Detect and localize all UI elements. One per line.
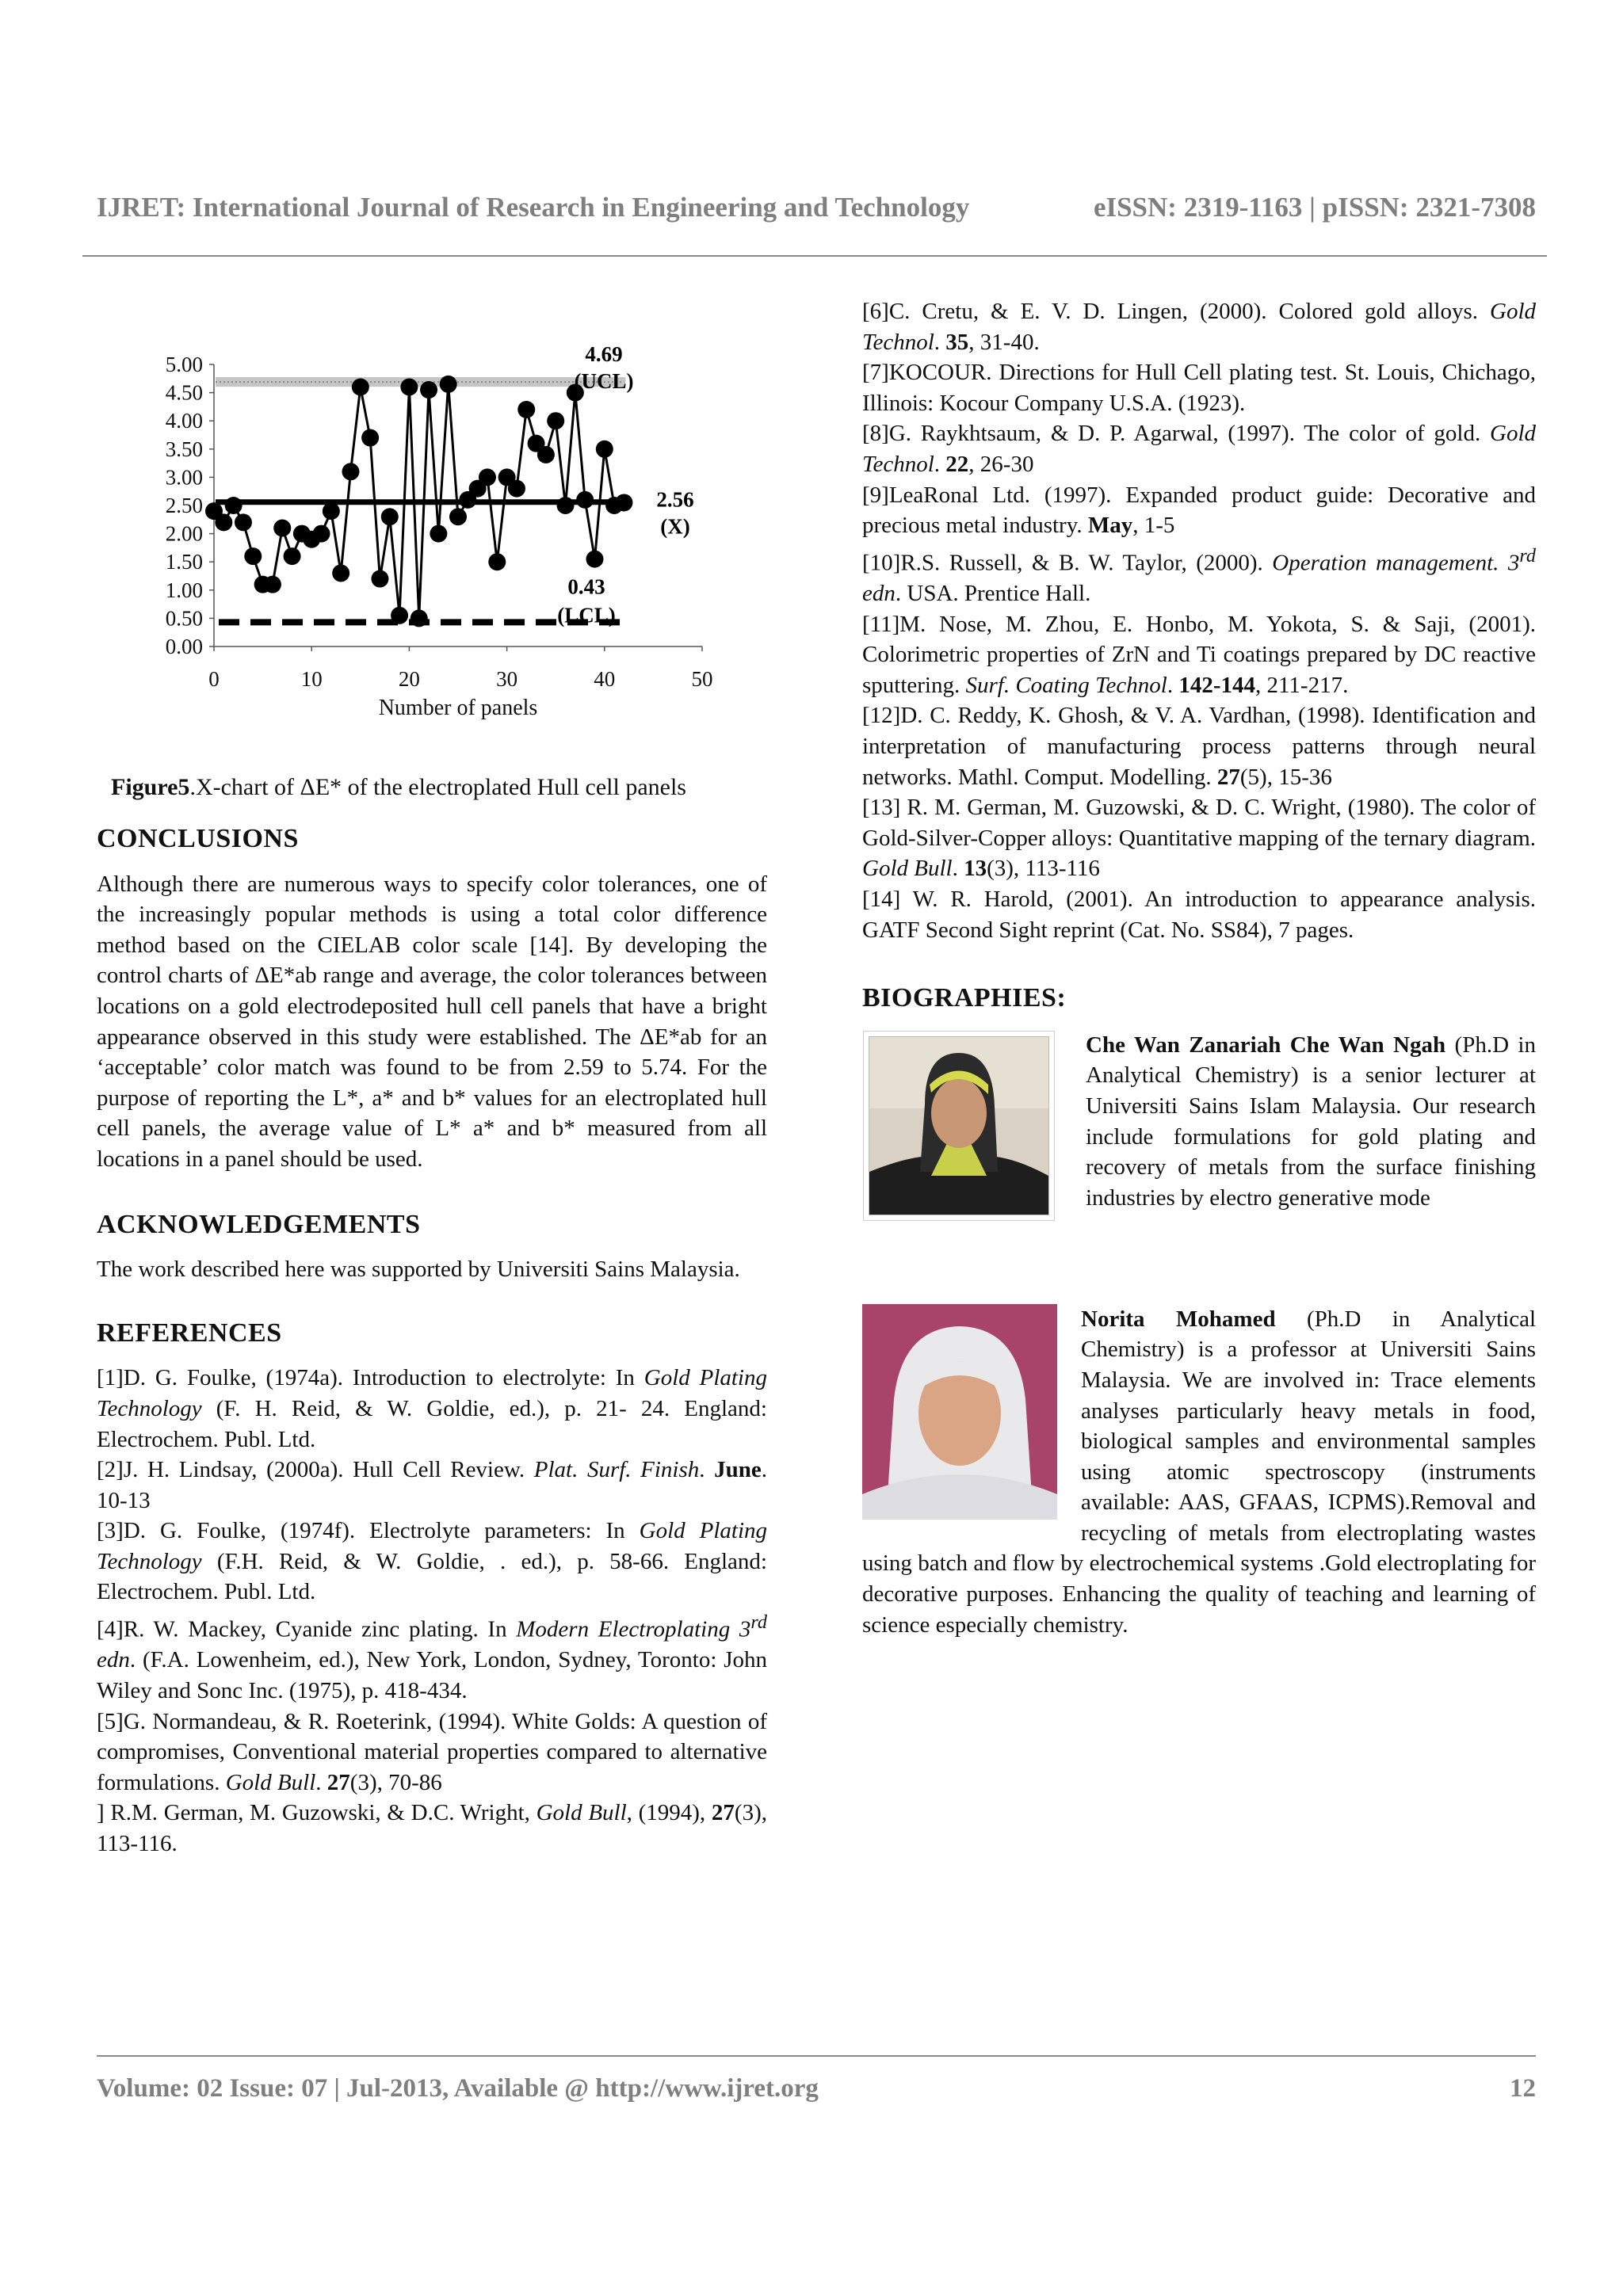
y-tick-label: 2.00 <box>165 521 203 546</box>
figure-label: Figure5 <box>111 774 190 800</box>
data-point <box>225 497 242 514</box>
figure-caption <box>111 774 761 801</box>
bio-1-description: (Ph.D in Analytical Chemistry) is a senior lecturer at Universiti Sains Islam Malaysia. Our research include formulations for gold plating and recovery of metals from the surface finishing industries by electro generative mode <box>1086 1032 1536 1211</box>
reference-5: [5]G. Normandeau, & R. Roeterink, (1994). White Golds: A question of compromises, Conventional material properties compared to alternative formulations. Gold Bull. 27(3), 70-86 <box>97 1708 767 1795</box>
reference-5b: ] R.M. German, M. Guzowski, & D.C. Wright, Gold Bull, (1994), 27(3), 113-116. <box>97 1800 767 1856</box>
x-tick-label: 10 <box>300 667 323 691</box>
data-point <box>517 401 535 418</box>
data-point <box>537 446 555 463</box>
bio-2-description: (Ph.D in Analytical Chemistry) is a professor at Universiti Sains Malaysia. We are involved in: Trace elements analyses particularly heavy metals in food, biological samples and environmental samples using atomic spectroscopy (instruments available: AAS, GFAAS, ICPMS).Removal and recycling of metals from electroplating wastes using batch and flow by electrochemical systems .Gold electroplating for decorative purposes. Enhancing the quality of teaching and learning of science especially chemistry. <box>862 1306 1536 1638</box>
x-axis-label: Number of panels <box>378 696 538 720</box>
reference-10: [10]R.S. Russell, & B. W. Taylor, (2000). Operation management. 3rd edn. USA. Prentice Hall. <box>862 544 1536 606</box>
acknowledgements-heading: ACKNOWLEDGEMENTS <box>97 1209 421 1239</box>
y-tick-label: 4.50 <box>165 380 203 405</box>
data-point <box>215 513 232 531</box>
reference-14: [14] W. R. Harold, (2001). An introduction to appearance analysis. GATF Second Sight reprint (Cat. No. SS84), 7 pages. <box>862 886 1536 943</box>
reference-9: [9]LeaRonal Ltd. (1997). Expanded product guide: Decorative and precious metal industry. May, 1-5 <box>862 482 1536 539</box>
y-tick-label: 3.00 <box>165 465 203 490</box>
left-column <box>97 824 767 1859</box>
y-tick-label: 2.50 <box>165 494 203 517</box>
conclusions-text: Although there are numerous ways to specify color tolerances, one of the increasingly popular methods is using a total color difference method based on the CIELAB color scale [14]. By developing the control charts of ΔE*ab range and average, the color tolerances between locations on a gold electrodeposited hull cell panels that have a bright appearance observed in this study were established. The ΔE*ab for an ‘acceptable’ color match was found to be from 2.59 to 5.74. For the purpose of reporting the L*, a* and b* values for an electroplated hull cell panels, the average value of L* a* and b* measured from all locations in a panel should be used. <box>97 871 767 1172</box>
data-point <box>411 609 428 627</box>
reference-1: [1]D. G. Foulke, (1974a). Introduction to electrolyte: In Gold Plating Technology (F. H. Reid, & W. Goldie, ed.), p. 21- 24. England: Electrochem. Publ. Ltd. <box>97 1365 767 1452</box>
data-point <box>264 576 281 593</box>
reference-3: [3]D. G. Foulke, (1974f). Electrolyte parameters: In Gold Plating Technology (F.H. Reid, & W. Goldie, . ed.), p. 58-66. England: Electrochem. Publ. Ltd. <box>97 1518 767 1605</box>
y-tick-label: 1.50 <box>165 550 203 574</box>
volume-info: Volume: 02 Issue: 07 | Jul-2013, Available @ http://www.ijret.org <box>97 2074 819 2103</box>
biography-2 <box>862 1304 1536 1641</box>
data-point <box>508 480 525 498</box>
bio-1-name: Che Wan Zanariah Che Wan Ngah <box>1086 1032 1446 1058</box>
x-tick-label: 0 <box>208 667 220 691</box>
ucl-line <box>216 377 625 387</box>
data-point <box>244 547 262 565</box>
data-point <box>576 491 594 509</box>
data-point <box>449 508 467 525</box>
bio-1-text <box>1086 1030 1536 1214</box>
reference-7: [7]KOCOUR. Directions for Hull Cell plating test. St. Louis, Chichago, Illinois: Kocour Company U.S.A. (1923). <box>862 360 1536 416</box>
data-point <box>430 525 447 543</box>
issn: eISSN: 2319-1163 | pISSN: 2321-7308 <box>1093 192 1536 223</box>
references-heading: REFERENCES <box>97 1318 282 1348</box>
acknowledgements-text: The work described here was supported by Universiti Sains Malaysia. <box>97 1257 740 1283</box>
y-tick-label: 3.50 <box>165 437 203 461</box>
data-point <box>313 525 330 543</box>
data-point <box>420 381 437 399</box>
bio-2-name: Norita Mohamed <box>1081 1306 1276 1332</box>
data-point <box>488 553 506 570</box>
x-tick-label: 30 <box>496 667 518 691</box>
page-number: 12 <box>1510 2074 1536 2103</box>
right-column <box>862 296 1536 1640</box>
data-point <box>615 494 632 511</box>
mean-name-label: (X) <box>660 514 690 539</box>
lcl-name-label: (LCL) <box>557 603 616 627</box>
data-point <box>400 378 418 395</box>
biography-1 <box>862 1030 1536 1258</box>
data-point <box>342 463 359 480</box>
data-point <box>586 551 603 568</box>
data-point <box>323 502 340 520</box>
author-photo-1 <box>869 1036 1049 1215</box>
reference-13: [13] R. M. German, M. Guzowski, & D. C. Wright, (1980). The color of Gold-Silver-Copper alloys: Quantitative mapping of the ternary diagram. Gold Bull. 13(3), 113-116 <box>862 795 1536 882</box>
data-point <box>352 378 369 395</box>
y-tick-label: 4.00 <box>165 409 203 433</box>
header-rule <box>82 255 1547 257</box>
data-point <box>273 519 291 536</box>
reference-8: [8]G. Raykhtsaum, & D. P. Agarwal, (1997). The color of gold. Gold Technol. 22, 26-30 <box>862 421 1536 477</box>
footer-rule <box>97 2055 1536 2057</box>
lcl-value-label: 0.43 <box>567 574 605 599</box>
x-tick-label: 50 <box>691 667 713 691</box>
data-point <box>284 547 301 565</box>
reference-12: [12]D. C. Reddy, K. Ghosh, & V. A. Vardhan, (1998). Identification and interpretation of manufacturing process patterns through neural networks. Mathl. Comput. Modelling. 27(5), 15-36 <box>862 703 1536 790</box>
data-point <box>332 564 349 582</box>
data-point <box>235 513 252 531</box>
data-point <box>479 468 496 486</box>
author-photo-2 <box>862 1304 1057 1520</box>
ucl-name-label: (UCL) <box>574 369 634 394</box>
data-point <box>547 412 564 429</box>
reference-11: [11]M. Nose, M. Zhou, E. Honbo, M. Yokota, S. & Saji, (2001). Colorimetric properties of ZrN and Ti coatings prepared by DC reactive sputtering. Surf. Coating Technol. 142-144, 211-217. <box>862 611 1536 698</box>
data-point <box>440 376 457 393</box>
y-tick-label: 1.00 <box>165 578 203 602</box>
y-tick-label: 0.50 <box>165 606 203 631</box>
journal-title: IJRET: International Journal of Research in Engineering and Technology <box>97 192 970 223</box>
data-point <box>371 570 388 588</box>
x-chart <box>120 331 739 735</box>
data-point <box>557 497 575 514</box>
biographies-heading: BIOGRAPHIES: <box>862 983 1067 1013</box>
data-point <box>391 607 408 624</box>
reference-6: [6]C. Cretu, & E. V. D. Lingen, (2000). Colored gold alloys. Gold Technol. 35, 31-40. <box>862 299 1536 355</box>
y-tick-label: 0.00 <box>165 635 203 658</box>
conclusions-heading: CONCLUSIONS <box>97 824 299 853</box>
reference-4: [4]R. W. Mackey, Cyanide zinc plating. In Modern Electroplating 3rd edn. (F.A. Lowenheim, ed.), New York, London, Sydney, Toronto: John Wiley and Sonc Inc. (1975), p. 418-434. <box>97 1611 767 1703</box>
data-point <box>596 441 613 458</box>
data-point <box>381 508 399 525</box>
x-tick-label: 20 <box>398 667 420 691</box>
ucl-value-label: 4.69 <box>585 342 623 367</box>
y-tick-label: 5.00 <box>165 353 203 376</box>
reference-2: [2]J. H. Lindsay, (2000a). Hull Cell Review. Plat. Surf. Finish. June. 10-13 <box>97 1457 767 1513</box>
x-tick-label: 40 <box>594 667 616 691</box>
mean-value-label: 2.56 <box>656 487 694 512</box>
data-point <box>361 429 379 447</box>
figure-caption-text: .X-chart of ΔE* of the electroplated Hull cell panels <box>189 774 686 800</box>
